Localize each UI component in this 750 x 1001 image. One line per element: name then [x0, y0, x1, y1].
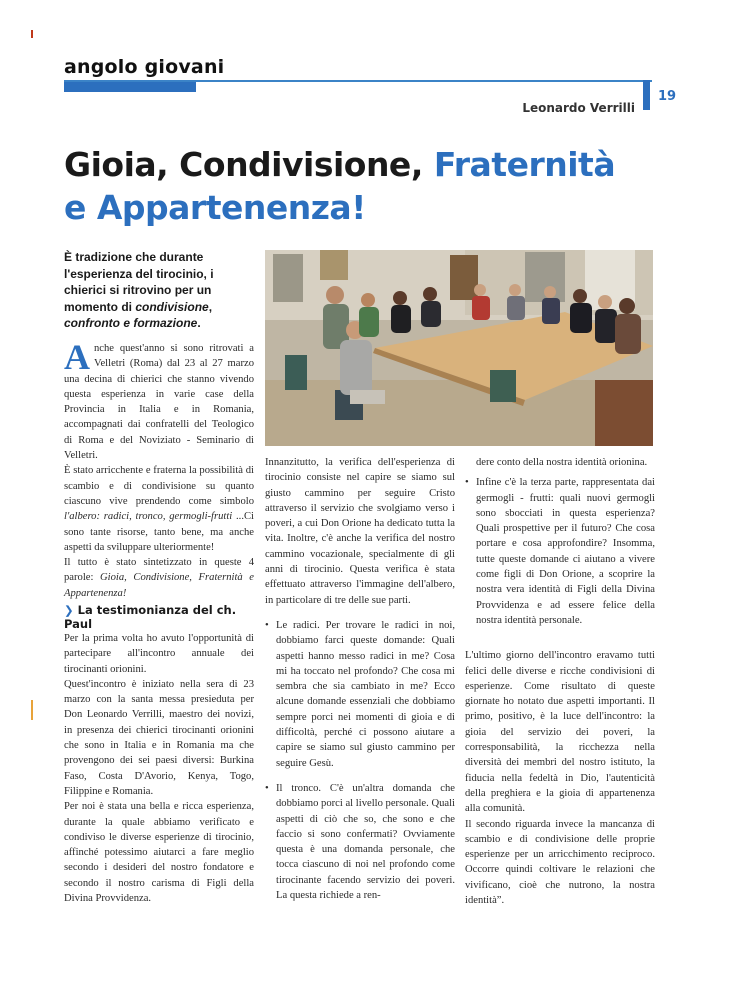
- bullet-item: [265, 781, 455, 903]
- paragraph: [64, 337, 254, 463]
- paragraph-emphasis: l'albero: radici, tronco, germogli-frutti: [64, 511, 233, 523]
- paragraph: Quest'incontro è iniziato nella sera di 23 marzo con la santa messa presieduta per Don Leonardo Verrilli, maestro dei novizi, in presenza dei chierici tirocinanti orionini che sono in Italia e in Romania ma che provengono dei sei paesi diversi: Burkina Faso, Costa D'Avorio, Kenya, Togo, Filippine e Romania.: [64, 678, 254, 797]
- lead-emphasis: confronto e formazione: [64, 316, 198, 330]
- author-name: Leonardo Verrilli: [522, 101, 635, 115]
- paragraph-text: Il tutto è stato sintetizzato in queste 4 parole:: [64, 557, 254, 584]
- bullet-icon: •: [265, 782, 269, 794]
- bullet-icon: •: [265, 619, 269, 631]
- article-lead: [64, 249, 254, 332]
- bullet-text: Infine c'è la terza parte, rappresentata dai germogli - frutti: quali nuovi germogli sono sbocciati in questa esperienza? Quali prospettive per il futuro? Che cosa portare e cosa approfondire? Insomma, tutte queste domande ci aiutano a vivere come figli di Don Orione, a scoprire la nostra vera identità di Figli della Divina Provvidenza e ad essere felice della nostra identità personale.: [476, 477, 655, 626]
- section-label: angolo giovani: [64, 56, 225, 78]
- header-accent-bar: [64, 82, 196, 92]
- paragraph: L'ultimo giorno dell'incontro eravamo tutti felici delle diverse e ricche condivisioni di esperienze. Come risultato di queste giornate ho notato due aspetti importanti. Il primo, positivo, è la luce dell'incontro: la gioia del servizio dei poveri, la corresponsabilità, la ricchezza nella diversità dei membri del nostro istituto, la fiducia nella fedeltà in Dio, l'autenticità della preghiera e la gioia di appartenenza alla comunità.: [465, 650, 655, 815]
- group-photo: [265, 250, 653, 446]
- paragraph: dere conto della nostra identità orionina.: [476, 457, 648, 468]
- photo-illustration: [265, 250, 653, 446]
- bullet-text: Il tronco. C'è un'altra domanda che dobbiamo porci al livello personale. Quali aspetti di ciò che so, che sono e che faccio si sono confermati? Ovviamente questa è una domanda personale, che tocca ciascuno di noi nel profondo come tirocinante facendo servizio dei poveri. La questa richiede a ren-: [276, 782, 455, 902]
- paragraph: Innanzitutto, la verifica dell'esperienza di tirocinio consiste nel capire se siamo sul giusto cammino per seguire Cristo attraverso il servizio che svolgiamo verso i poveri, a cui Don Orione ha dedicato tutta la vita. Inoltre, c'è anche la verifica del nostro cammino vocazionale, specialmente di gli anni di tirocinio. Questa verifica è stata effettuato attraverso l'immagine dell'albero, in particolare di tre delle sue parti.: [265, 457, 455, 606]
- crop-mark: [31, 30, 33, 38]
- body-column-1: [64, 337, 254, 601]
- article-headline: [64, 143, 664, 229]
- chevron-right-icon: ❯: [64, 603, 74, 617]
- page-tab: [643, 80, 650, 110]
- paragraph: [64, 463, 254, 555]
- lead-end: .: [197, 316, 201, 330]
- body-column-1-continued: [64, 631, 254, 906]
- paragraph: Per la prima volta ho avuto l'opportunità di partecipare all'incontro annuale dei tirocinanti orionini.: [64, 633, 254, 675]
- paragraph-emphasis: Gioia, Condivisione, Fraternità e Appartenenza!: [64, 572, 254, 599]
- bullet-item: [465, 475, 655, 628]
- bullet-item: [265, 618, 455, 771]
- headline-part-2: Fraternità: [433, 145, 616, 184]
- lead-text: È tradizione che durante l'esperienza del tirocinio, i chierici si ritrovino per un momento di: [64, 250, 214, 314]
- paragraph-text: nche quest'anno si sono ritrovati a Velletri (Roma) dal 23 al 27 marzo una decina di chierici che stanno vivendo questa esperienza in varie case della Provincia in Italia e in Romania, accompagnati dai confratelli del Teologico di Roma e del Noviziato - Seminario di Velletri.: [64, 343, 254, 462]
- subheading: [64, 603, 264, 631]
- paragraph-text: ...Ci sono tante risorse, tanto bene, ma anche aspetti da sviluppare ulteriormente!: [64, 511, 254, 553]
- headline-part-3: e Appartenenza!: [64, 188, 366, 227]
- bullet-icon: •: [465, 477, 469, 489]
- bullet-text: Le radici. Per trovare le radici in noi, dobbiamo farci queste domande: Quali aspetti hanno messo radici in me? Cosa mi ha toccato nel profondo? Che cosa mi sembra che sia cambiato in me? Ecco alcune domande essenziali che dobbiamo sempre porci nei momenti di gioia e di difficoltà, perché ci possono aiutare a capire se siamo sul giusto cammino per seguire Gesù.: [276, 619, 455, 769]
- paragraph: [64, 555, 254, 601]
- drop-cap: A: [64, 337, 90, 377]
- paragraph: Il secondo riguarda invece la mancanza di scambio e di condivisione delle proprie esperienze per un arricchimento reciproco. Occorre quindi coltivare le relazioni che vivificano, cioè che nutrono, la nostra identità”.: [465, 818, 655, 907]
- crop-mark: [31, 700, 33, 720]
- headline-part-1: Gioia, Condivisione,: [64, 145, 434, 184]
- body-column-2: [265, 455, 455, 903]
- lead-separator: ,: [208, 299, 213, 314]
- body-column-3: [465, 455, 655, 908]
- paragraph: Per noi è stata una bella e ricca esperienza, durante la quale abbiamo verificato e condiviso le diverse esperienze di tirocinio, affinché potessimo aiutarci a fare meglio secondo i desideri del nostro fondatore e secondo il nostro carisma di Figli della Divina Provvidenza.: [64, 801, 254, 905]
- subheading-text: La testimonianza del ch. Paul: [64, 603, 237, 631]
- lead-emphasis: condivisione: [135, 299, 209, 314]
- paragraph-text: È stato arricchente e fraterna la possibilità di scambio e di condivisione su quanto ciascuno vive prendendo come simbolo: [64, 465, 254, 507]
- page-number: 19: [658, 89, 677, 104]
